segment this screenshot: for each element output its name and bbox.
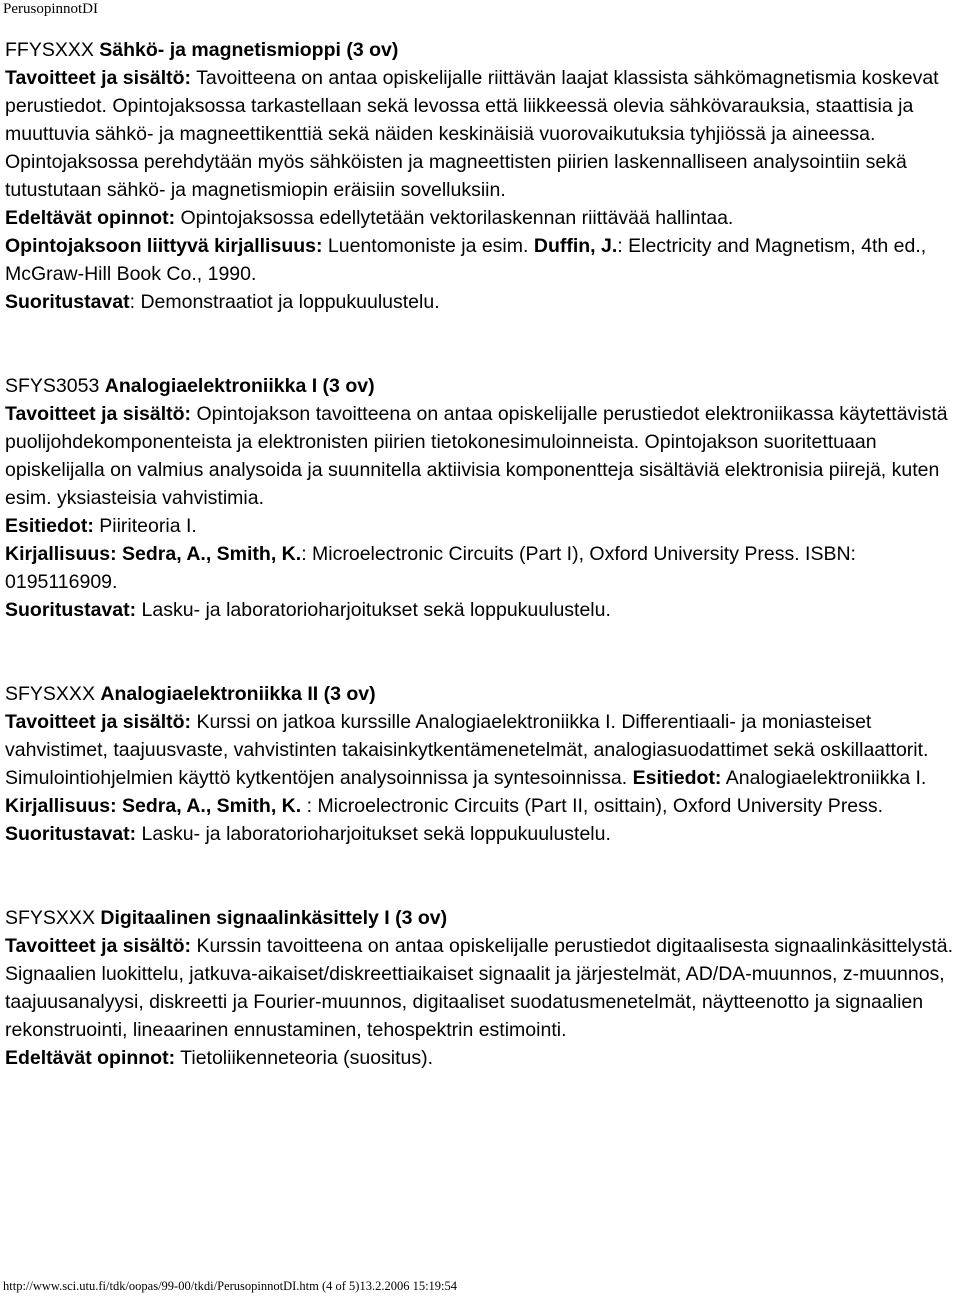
course-code: FFYSXXX <box>5 39 94 61</box>
course-prerequisites <box>5 512 960 540</box>
course-heading <box>5 36 960 64</box>
course-heading <box>5 904 960 932</box>
course-code: SFYSXXX <box>5 683 95 705</box>
goals-text: Opintojakson tavoitteena on antaa opiskelijalle perustiedot elektroniikassa käytettävistä puolijohdekomponenteista ja elektronisten piirien tietokonesimuloinneista. Opintojakson suoritettuaan opiskelijalla on valmius analysoida ja suunnitella aktiivisia komponentteja sisältäviä elektronisia piirejä, kuten esim. yksiasteisia vahvistimia. <box>5 403 948 509</box>
methods-text: Lasku- ja laboratorioharjoitukset sekä loppukuulustelu. <box>141 599 611 621</box>
course-goals <box>5 708 960 792</box>
literature-label: Kirjallisuus: Sedra, A., Smith, K. <box>5 543 302 565</box>
course-goals <box>5 400 960 512</box>
course-methods <box>5 288 960 316</box>
methods-text: Lasku- ja laboratorioharjoitukset sekä loppukuulustelu. <box>141 823 611 845</box>
goals-text: Kurssin tavoitteena on antaa opiskelijalle perustiedot digitaalisesta signaalinkäsittelystä. Signaalien luokittelu, jatkuva-aikaiset/diskreettiaikaiset signaalit ja järjestelmät, AD/DA-muunnos, z-muunnos, taajuusanalyysi, diskreetti ja Fourier-muunnos, digitaaliset suodatusmenetelmät, näytteenotto ja signaalien rekonstruointi, lineaarinen ennustaminen, tehospektrin estimointi. <box>5 935 954 1041</box>
prereq-label: Edeltävät opinnot: <box>5 207 176 229</box>
literature-text-pre: Luentomoniste ja esim. <box>327 235 529 257</box>
literature-text-post: : Electricity and Magnetism, 4th ed., McGraw-Hill Book Co., 1990. <box>5 235 927 285</box>
course-prerequisites <box>5 1044 960 1072</box>
goals-label: Tavoitteet ja sisältö: <box>5 403 192 425</box>
goals-text: Kurssi on jatkoa kurssille Analogiaelektroniikka I. Differentiaali- ja moniasteiset vahvistimet, taajuusvaste, vahvistinten takaisinkytkentämenetelmät, analogiasuodattimet sekä oskillaattorit. Simulointiohjelmien käyttö kytkentöjen analysoinnissa ja syntesoinnissa. <box>5 711 929 789</box>
course-goals <box>5 932 960 1044</box>
course-literature <box>5 792 960 820</box>
methods-label: Suoritustavat <box>5 291 130 313</box>
course-prerequisites <box>5 204 960 232</box>
course-literature <box>5 540 960 596</box>
course-name: Sähkö- ja magnetismioppi (3 ov) <box>99 39 399 61</box>
course-heading <box>5 372 960 400</box>
course-heading <box>5 680 960 708</box>
course-name: Analogiaelektroniikka II (3 ov) <box>100 683 376 705</box>
course-code: SFYS3053 <box>5 375 100 397</box>
course-name: Digitaalinen signaalinkäsittely I (3 ov) <box>100 907 448 929</box>
prereq-text: Opintojaksossa edellytetään vektorilaskennan riittävää hallintaa. <box>180 207 734 229</box>
literature-label: Opintojaksoon liittyvä kirjallisuus: <box>5 235 323 257</box>
literature-text: : Microelectronic Circuits (Part II, osittain), Oxford University Press. <box>301 795 884 817</box>
course-code: SFYSXXX <box>5 907 95 929</box>
prereq-label: Edeltävät opinnot: <box>5 1047 176 1069</box>
goals-text: Tavoitteena on antaa opiskelijalle riittävän laajat klassista sähkömagnetismia koskevat perustiedot. Opintojaksossa tarkastellaan sekä levossa että liikkeessä olevia sähkövarauksia, staattisia ja muuttuvia sähkö- ja magneettikenttiä sekä näiden keskinäisiä vuorovaikutuksia tyhjiössä ja aineessa. Opintojaksossa perehdytään myös sähköisten ja magneettisten piirien laskennalliseen analysointiin sekä tutustutaan sähkö- ja magnetismiopin eräisiin sovelluksiin. <box>5 67 939 201</box>
literature-author: Duffin, J. <box>533 235 618 257</box>
methods-label: Suoritustavat: <box>5 823 137 845</box>
literature-text: : Microelectronic Circuits (Part I), Oxford University Press. ISBN: 0195116909. <box>5 543 856 593</box>
goals-label: Tavoitteet ja sisältö: <box>5 67 192 89</box>
course-goals <box>5 64 960 204</box>
goals-label: Tavoitteet ja sisältö: <box>5 935 192 957</box>
prereq-label: Esitiedot: <box>632 767 722 789</box>
prereq-text: Piiriteoria I. <box>99 515 197 537</box>
course-block <box>5 680 960 848</box>
prereq-label: Esitiedot: <box>5 515 94 537</box>
course-block <box>5 904 960 1072</box>
course-name: Analogiaelektroniikka I (3 ov) <box>104 375 375 397</box>
prereq-text: Analogiaelektroniikka I. <box>725 767 927 789</box>
course-block <box>5 36 960 316</box>
course-methods <box>5 596 960 624</box>
page-footer-url: http://www.sci.utu.fi/tdk/oopas/99-00/tkdi/PerusopinnotDI.htm (4 of 5)13.2.2006 15:19:54 <box>3 1279 458 1293</box>
methods-text: : Demonstraatiot ja loppukuulustelu. <box>129 291 440 313</box>
literature-label: Kirjallisuus: Sedra, A., Smith, K. <box>5 795 302 817</box>
course-block <box>5 372 960 624</box>
methods-label: Suoritustavat: <box>5 599 137 621</box>
course-methods <box>5 820 960 848</box>
course-listing <box>5 36 960 1072</box>
course-literature <box>5 232 960 288</box>
prereq-text: Tietoliikenneteoria (suositus). <box>180 1047 434 1069</box>
page-header-title: PerusopinnotDI <box>3 1 98 17</box>
goals-label: Tavoitteet ja sisältö: <box>5 711 192 733</box>
